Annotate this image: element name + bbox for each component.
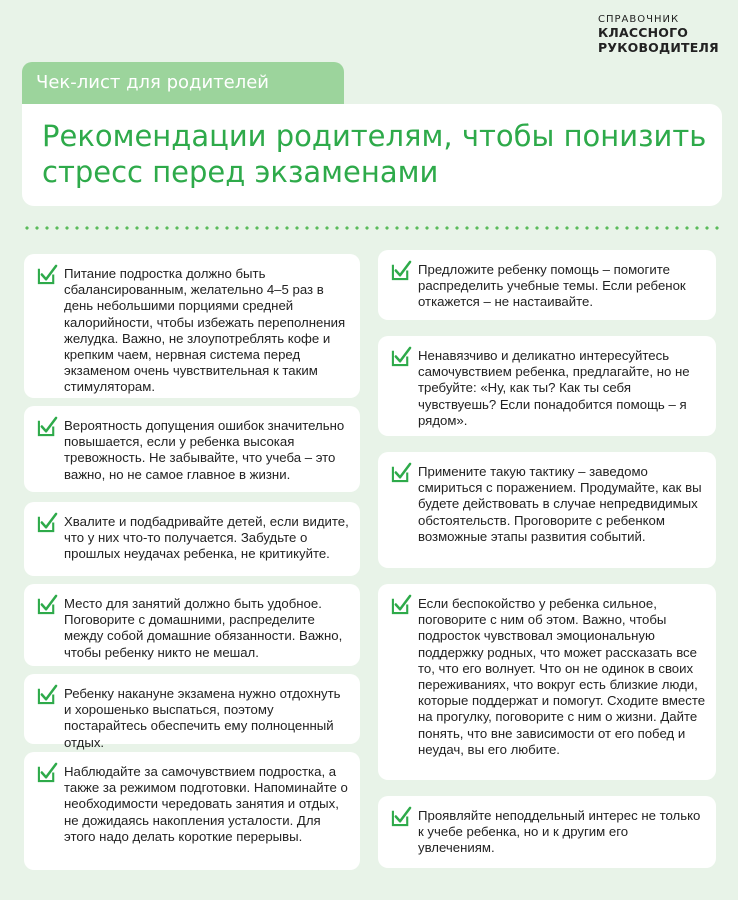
checklist-item [378, 452, 716, 568]
check-icon [391, 260, 412, 281]
item-text: Если беспокойство у ребенка сильное, поговорите с ним об этом. Важно, чтобы подросток чувствовал эмоциональную поддержку родных, что может рассказать все то, что его волнует. Что он не одинок в своих переживаниях, что вокруг есть близкие люди, которые поддержат и помогут. Сходите вместе на прогулку, поговорите с ним о жизни. Дайте понять, что вне зависимости от его побед и неудач, вы его любите. [418, 596, 706, 757]
brand-line-3: РУКОВОДИТЕЛЯ [598, 40, 719, 55]
checklist-item [24, 254, 360, 398]
check-icon [37, 762, 58, 783]
checklist-item [378, 584, 716, 780]
checklist-item [24, 406, 360, 492]
title-box [22, 104, 722, 206]
check-icon [37, 684, 58, 705]
item-text: Ненавязчиво и деликатно интересуйтесь самочувствием ребенка, предлагайте, но не требуйте: «Ну, как ты? Как ты себя чувствуешь? Если понадобится помощь – я рядом». [418, 348, 690, 428]
checklist-item [378, 250, 716, 320]
title-line-1: Рекомендации родителям, чтобы понизить [42, 119, 707, 153]
item-text: Ребенку накануне экзамена нужно отдохнуть и хорошенько выспаться, поэтому постарайтесь обеспечить ему полноценный отдых. [64, 686, 341, 750]
item-text: Вероятность допущения ошибок значительно повышается, если у ребенка высокая тревожность. Не забывайте, что учеба – это важно, но не самое главное в жизни. [64, 418, 345, 482]
check-icon [37, 416, 58, 437]
dotted-divider [22, 226, 722, 230]
item-text: Предложите ребенку помощь – помогите распределить учебные темы. Если ребенок откажется – не настаивайте. [418, 262, 686, 310]
check-icon [391, 462, 412, 483]
checklist-item [24, 752, 360, 870]
checklist-item [24, 584, 360, 666]
check-icon [37, 264, 58, 285]
item-text: Хвалите и подбадривайте детей, если видите, что у них что-то получается. Забудьте о прошлых неудачах ребенка, не критикуйте. [64, 514, 349, 562]
checklist-item [378, 796, 716, 868]
item-text: Наблюдайте за самочувствием подростка, а также за режимом подготовки. Напоминайте о необходимости чередовать занятия и отдых, не дожидаясь накопления усталости. Для этого надо делать короткие перерывы. [64, 764, 348, 844]
brand-line-1: СПРАВОЧНИК [598, 14, 680, 25]
page-title [42, 118, 722, 190]
check-icon [37, 594, 58, 615]
item-text: Проявляйте неподдельный интерес не только к учебе ребенка, но и к другим его увлечениям. [418, 808, 701, 856]
check-icon [391, 594, 412, 615]
checklist-item [24, 502, 360, 576]
check-icon [37, 512, 58, 533]
item-text: Место для занятий должно быть удобное. Поговорите с домашними, распределите между собой домашние обязанности. Важно, чтобы ребенку никто не мешал. [64, 596, 343, 660]
brand-logo [598, 14, 719, 55]
title-line-2: стресс перед экзаменами [42, 155, 439, 189]
checklist-item [24, 674, 360, 750]
checklist-item [378, 336, 716, 436]
check-icon [391, 346, 412, 367]
checklist-tab [22, 62, 344, 108]
item-text: Питание подростка должно быть сбалансированным, желательно 4–5 раз в день небольшими порциями средней калорийности, чтобы избежать переполнения желудка. Важно, не злоупотреблять кофе и крепким чаем, нервная система перед экзаменом очень чувствительная к таким стимуляторам. [64, 266, 346, 395]
item-text: Примените такую тактику – заведомо смириться с поражением. Продумайте, как вы будете действовать в случае непредвидимых обстоятельств. Проговорите с ребенком возможные этапы развития событий. [418, 464, 702, 544]
tab-label: Чек-лист для родителей [36, 72, 270, 93]
check-icon [391, 806, 412, 827]
brand-line-2: КЛАССНОГО [598, 25, 689, 40]
